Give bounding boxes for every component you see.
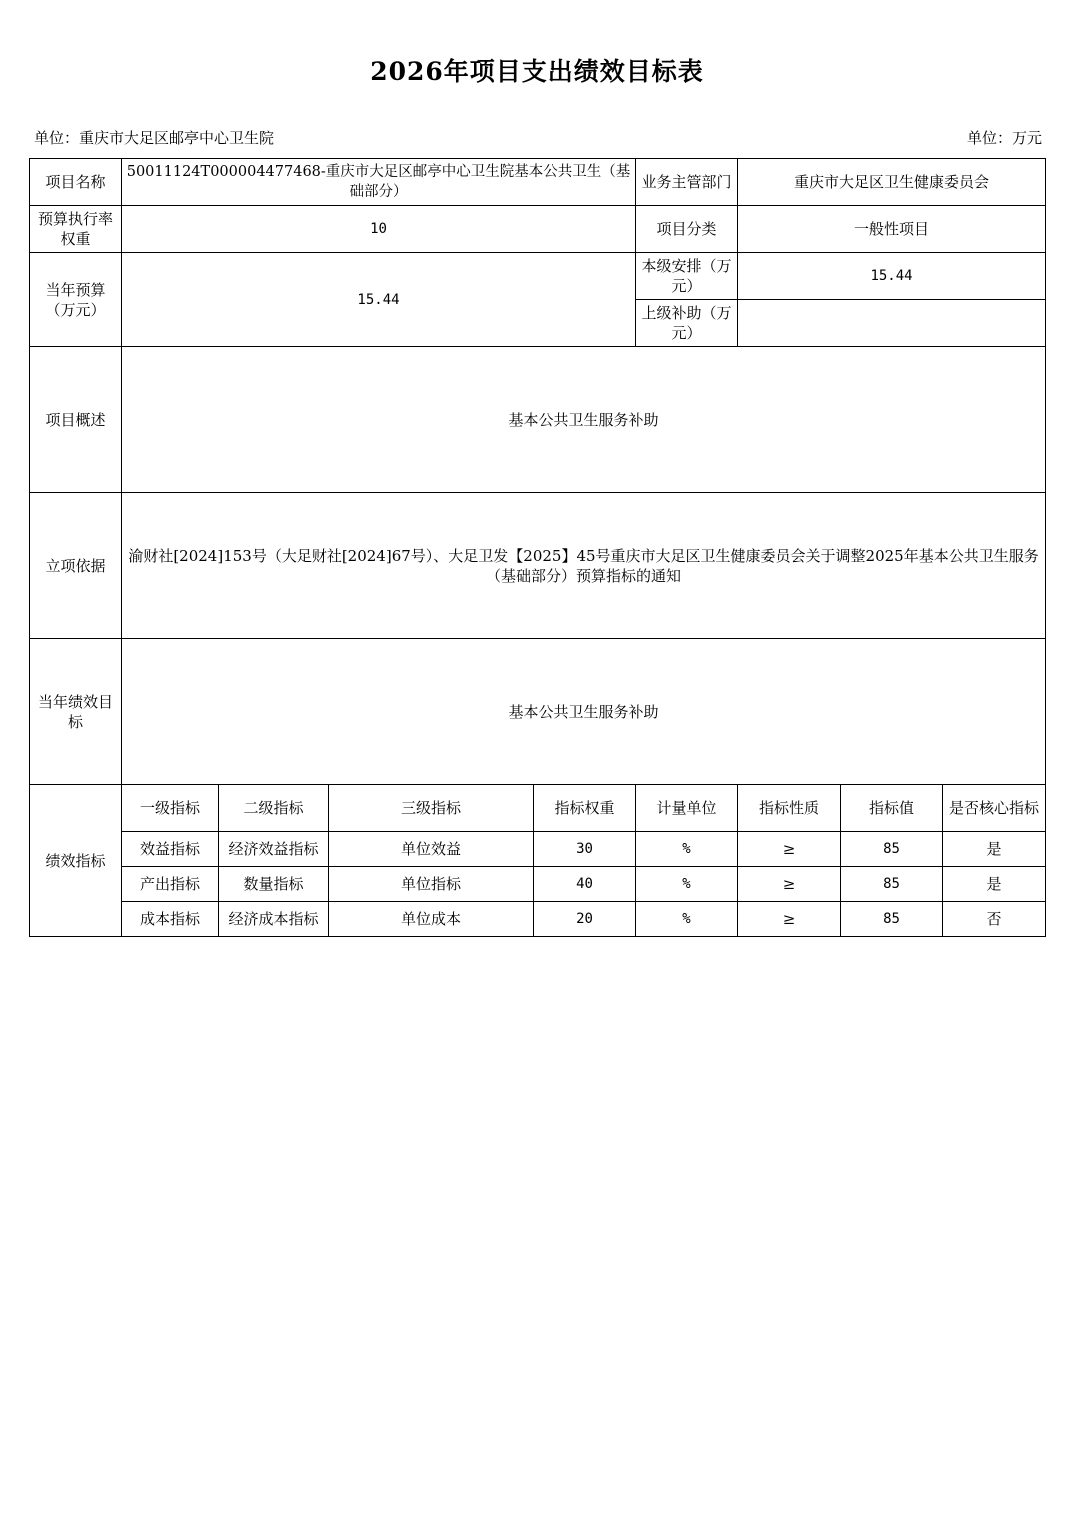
indicator-l3: 单位效益 [329,832,534,867]
goal-label: 当年绩效目标 [30,639,122,785]
category-label: 项目分类 [636,206,738,253]
basis-value: 渝财社[2024]153号（大足财社[2024]67号）、大足卫发【2025】45号重庆市大足区卫生健康委员会关于调整2025年基本公共卫生服务（基础部分）预算指标的通知 [122,493,1046,639]
indicator-core: 是 [943,832,1046,867]
local-label: 本级安排（万元） [636,253,738,300]
indicator-l2: 数量指标 [219,867,329,902]
indicator-l3: 单位指标 [329,867,534,902]
indicator-nature: ≥ [738,867,841,902]
indicator-weight: 40 [534,867,636,902]
upper-label: 上级补助（万元） [636,300,738,347]
indicator-header: 二级指标 [219,785,329,832]
indicator-unit: % [636,832,738,867]
indicator-header: 指标权重 [534,785,636,832]
indicator-l2: 经济效益指标 [219,832,329,867]
indicator-value: 85 [841,902,943,937]
overview-label: 项目概述 [30,347,122,493]
currency-unit-label: 单位：万元 [966,129,1042,147]
exec-weight-value: 10 [122,206,636,253]
indicator-header: 指标性质 [738,785,841,832]
page-title: 2026年项目支出绩效目标表 [370,57,704,86]
indicators-label: 绩效指标 [30,785,122,937]
indicator-unit: % [636,902,738,937]
indicator-l1: 产出指标 [122,867,219,902]
indicator-weight: 20 [534,902,636,937]
goal-value: 基本公共卫生服务补助 [122,639,1046,785]
budget-value: 15.44 [122,253,636,347]
indicator-header: 一级指标 [122,785,219,832]
table-row [30,867,1046,902]
local-value: 15.44 [738,253,1046,300]
upper-value [738,300,1046,347]
indicator-weight: 30 [534,832,636,867]
indicator-header: 三级指标 [329,785,534,832]
indicator-l3: 单位成本 [329,902,534,937]
indicator-header: 计量单位 [636,785,738,832]
dept-value: 重庆市大足区卫生健康委员会 [738,159,1046,206]
table-row [30,832,1046,867]
indicator-nature: ≥ [738,832,841,867]
indicator-value: 85 [841,832,943,867]
table-row [30,902,1046,937]
indicator-unit: % [636,867,738,902]
budget-label: 当年预算（万元） [30,253,122,347]
dept-label: 业务主管部门 [636,159,738,206]
indicator-header: 指标值 [841,785,943,832]
overview-value: 基本公共卫生服务补助 [122,347,1046,493]
project-name-value: 50011124T000004477468-重庆市大足区邮亭中心卫生院基本公共卫生（基础部分） [122,159,636,206]
project-name-label: 项目名称 [30,159,122,206]
performance-target-table [29,158,1046,937]
exec-weight-label: 预算执行率权重 [30,206,122,253]
basis-label: 立项依据 [30,493,122,639]
indicator-nature: ≥ [738,902,841,937]
indicator-value: 85 [841,867,943,902]
category-value: 一般性项目 [738,206,1046,253]
indicator-l1: 效益指标 [122,832,219,867]
indicator-core: 否 [943,902,1046,937]
indicator-core: 是 [943,867,1046,902]
indicator-l2: 经济成本指标 [219,902,329,937]
org-unit-label: 单位：重庆市大足区邮亭中心卫生院 [34,129,275,147]
indicator-header: 是否核心指标 [943,785,1046,832]
indicator-l1: 成本指标 [122,902,219,937]
